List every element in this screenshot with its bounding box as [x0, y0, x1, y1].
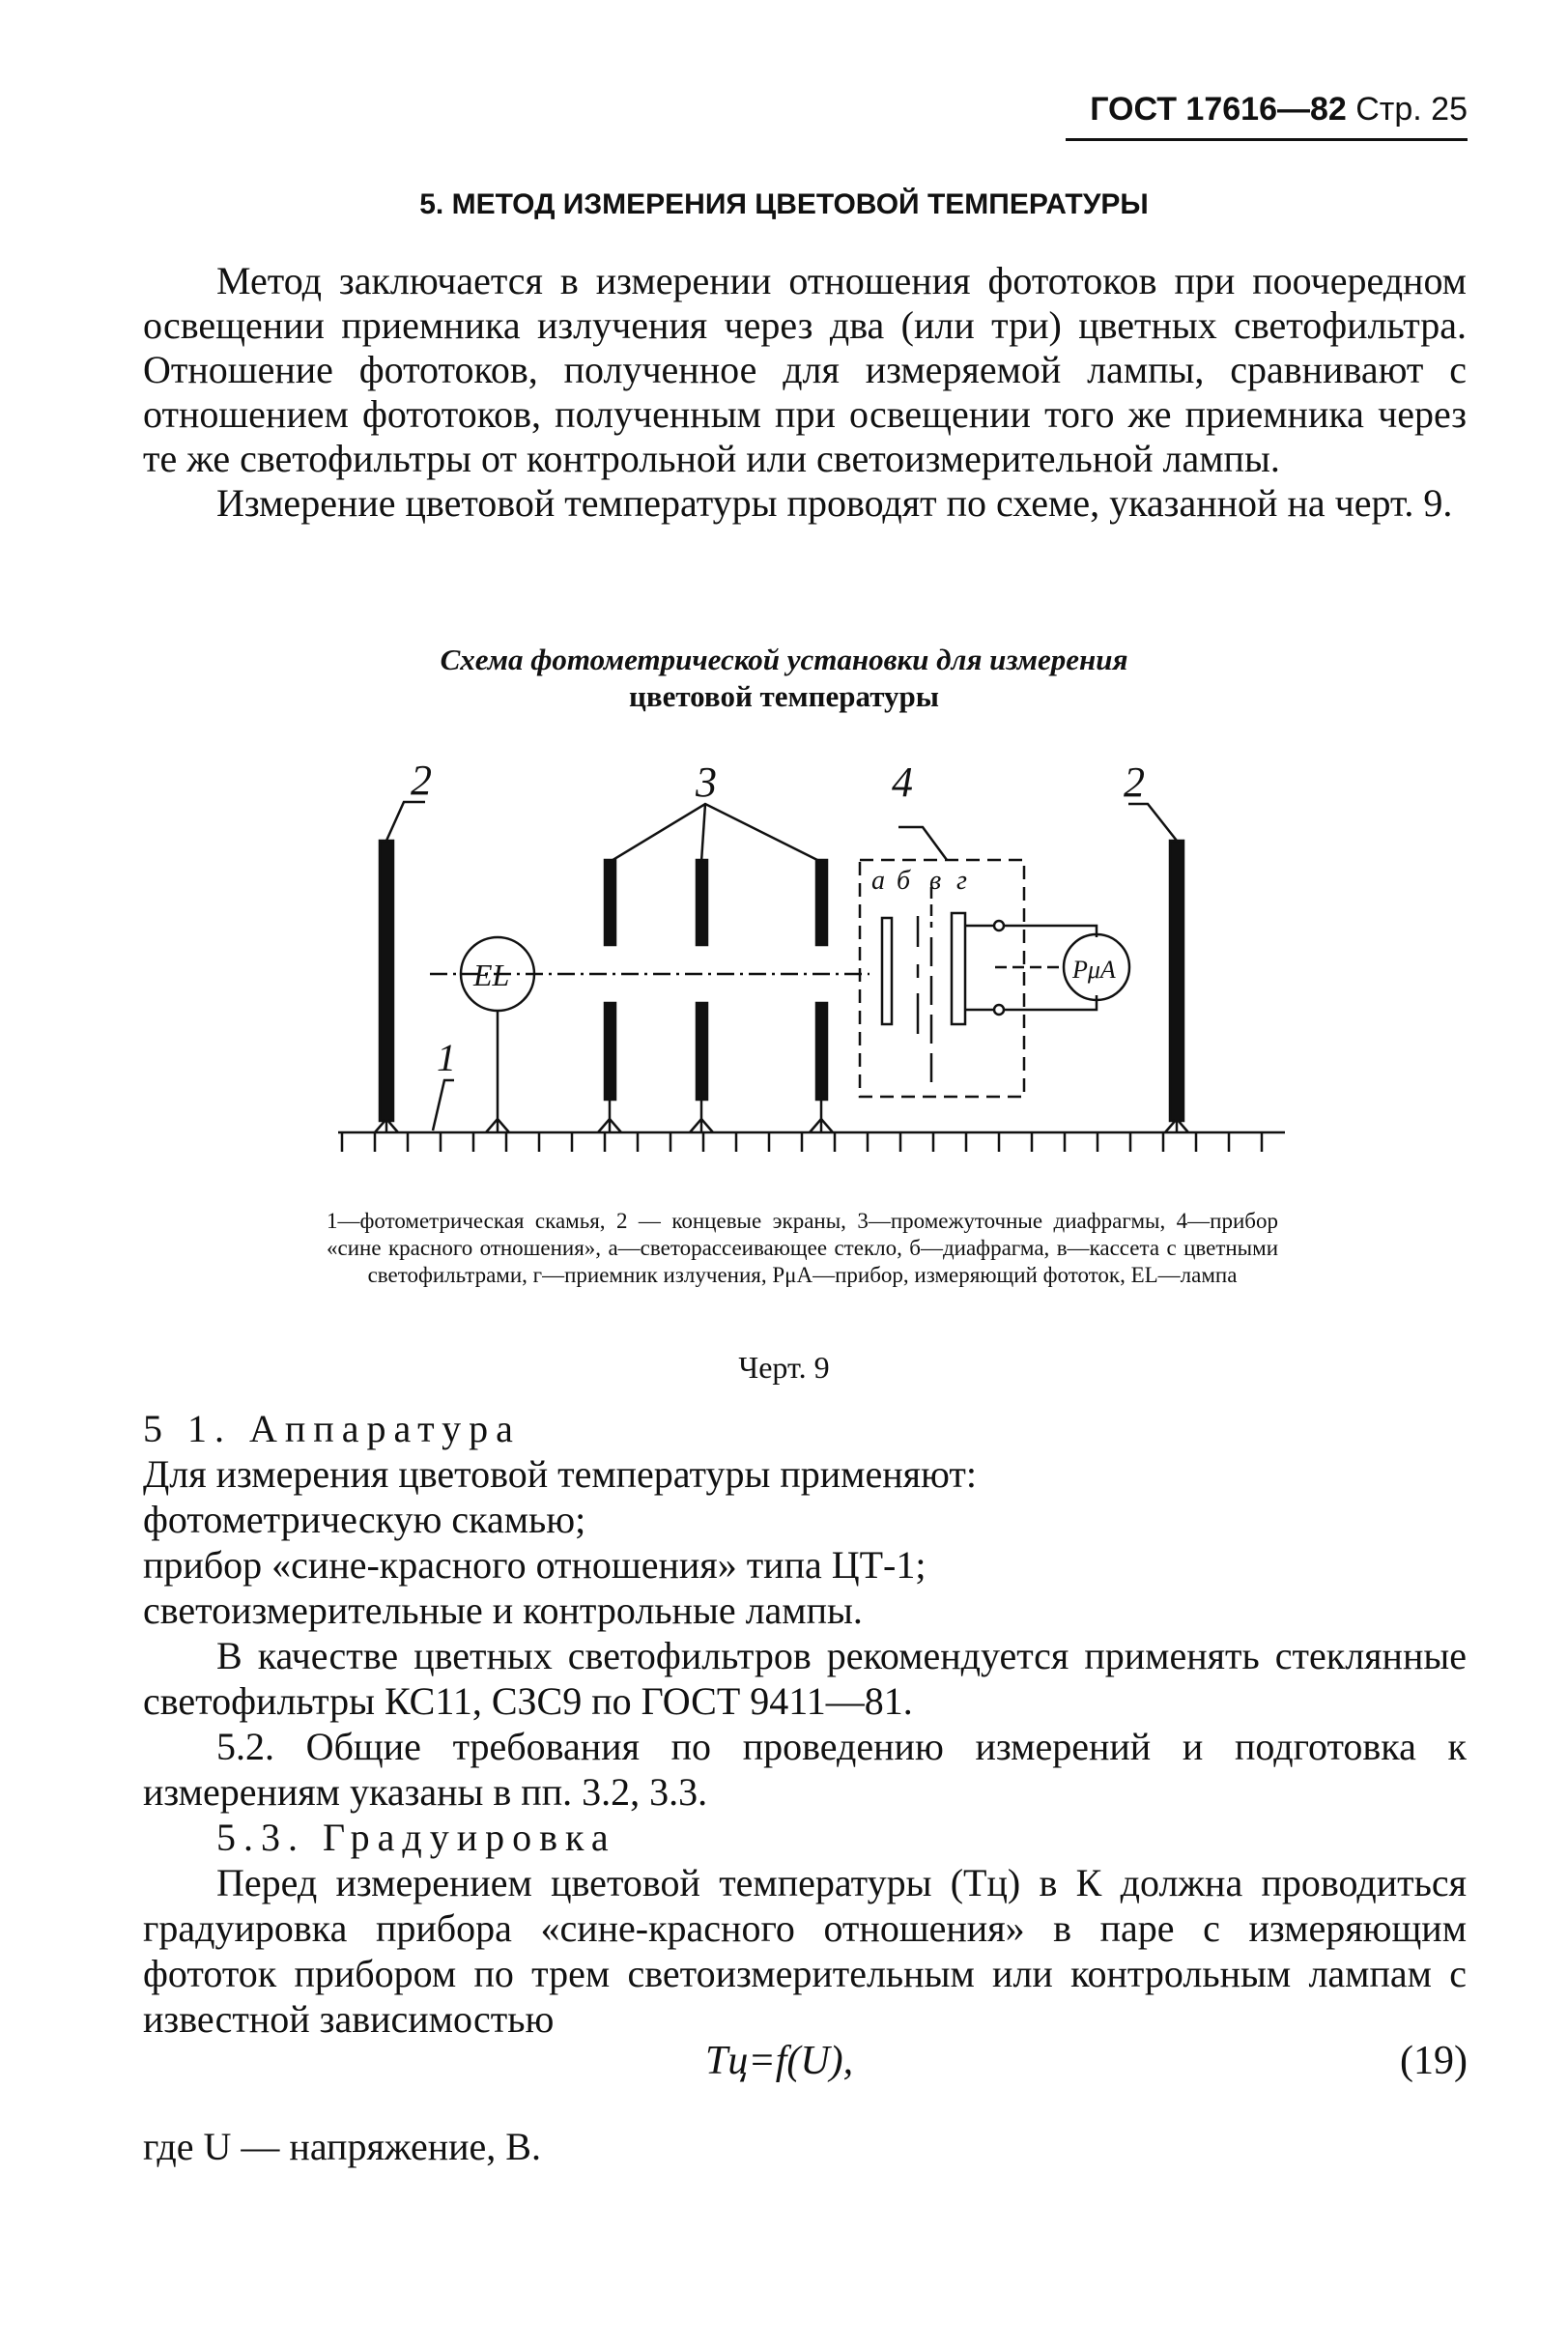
label-bench: 1	[437, 1036, 456, 1079]
diaphragm-leader-b	[701, 804, 705, 862]
subsection-5-3-title: 5.3. Градуировка	[216, 1816, 616, 1859]
diaphragm-3-top	[816, 860, 827, 945]
section-5-body	[143, 1406, 1467, 2042]
bench-leader	[433, 1080, 454, 1131]
wire-top	[1004, 926, 1097, 937]
page-header	[1090, 91, 1468, 129]
left-end-screen	[380, 841, 393, 1121]
label-meter: PμA	[1072, 956, 1116, 984]
calibration-paragraph: Перед измерением цветовой температуры (Tц) в К должна проводиться градуировка прибора «сине-красного отношения» в паре с измеряющим фототок прибором по трем светоизмерительным или контрольным лампам с известной зависимостью	[143, 1861, 1467, 2041]
device-leader	[898, 827, 947, 860]
label-b: б	[897, 866, 911, 896]
diaphragm-2-top	[697, 860, 707, 945]
left-screen-leader	[386, 802, 425, 841]
filters-paragraph: В качестве цветных светофильтров рекомендуется применять стеклянные светофильтры КС11, СЗС9 по ГОСТ 9411—81.	[143, 1634, 1467, 1723]
label-g: г	[956, 866, 967, 896]
label-device: 4	[892, 758, 913, 806]
figure-title-line2: цветовой температуры	[629, 679, 939, 713]
figure-title-line1: Схема фотометрической установки для измерения	[440, 643, 1128, 676]
label-v: в	[929, 866, 942, 896]
equation-where: где U — напряжение, В.	[143, 2125, 541, 2168]
component-g-receiver	[952, 913, 965, 1024]
equation-number: (19)	[1400, 2039, 1468, 2083]
section-title: 5. МЕТОД ИЗМЕРЕНИЯ ЦВЕТОВОЙ ТЕМПЕРАТУРЫ	[419, 188, 1149, 220]
figure-caption: 1—фотометрическая скамья, 2 — концевые экраны, 3—промежуточные диафрагмы, 4—прибор «сине красного отношения», а—светорассеивающее стекло, б—диафрагма, в—кассета с цветными светофильтрами, г—приемник излучения, PμA—прибор, измеряющий фототок, EL—лампа	[327, 1209, 1278, 1287]
apparatus-intro: Для измерения цветовой температуры применяют:	[143, 1452, 977, 1496]
figure-title	[0, 642, 1568, 715]
label-screen-left: 2	[411, 757, 432, 804]
diaphragm-1-top	[605, 860, 615, 945]
equation: Tц=f(U),	[705, 2039, 854, 2083]
apparatus-item-1: фотометрическую скамью;	[143, 1498, 586, 1541]
bench-ticks	[342, 1132, 1262, 1152]
subsection-5-1-title: 5 1. Аппаратура	[143, 1407, 521, 1450]
paragraph-scheme-ref: Измерение цветовой температуры проводят по схеме, указанной на черт. 9.	[216, 481, 1453, 525]
photometric-setup-diagram	[328, 754, 1295, 1179]
gost-number: ГОСТ 17616—82	[1090, 91, 1347, 128]
label-lamp: EL	[473, 958, 510, 992]
header-rule	[1066, 138, 1468, 141]
diaphragm-2-bottom	[697, 1003, 707, 1100]
right-screen-leader	[1128, 804, 1177, 841]
apparatus-item-3: светоизмерительные и контрольные лампы.	[143, 1589, 863, 1632]
right-end-screen	[1170, 841, 1183, 1121]
page-number: Стр. 25	[1355, 91, 1468, 128]
subsection-5-2: 5.2. Общие требования по проведению измерений и подготовка к измерениям указаны в пп. 3.2, 3.3.	[143, 1725, 1467, 1814]
apparatus-item-2: прибор «сине-красного отношения» типа ЦТ-1;	[143, 1543, 927, 1587]
label-diaphragms: 3	[696, 758, 717, 806]
paragraph-method: Метод заключается в измерении отношения фототоков при поочередном освещении приемника излучения через два (или три) цветных светофильтра. Отношение фототоков, полученное для измеряемой лампы, сравнивают с отношением фототоков, полученным при освещении того же приемника через те же светофильтры от контрольной или светоизмерительной лампы.	[143, 259, 1467, 480]
label-a: а	[871, 866, 885, 896]
component-a-glass	[882, 918, 892, 1024]
label-screen-right: 2	[1124, 758, 1145, 806]
figure-number: Черт. 9	[738, 1350, 830, 1385]
diaphragm-3-bottom	[816, 1003, 827, 1100]
diaphragm-1-bottom	[605, 1003, 615, 1100]
method-description	[143, 259, 1467, 526]
diaphragm-leader-a	[610, 804, 821, 862]
